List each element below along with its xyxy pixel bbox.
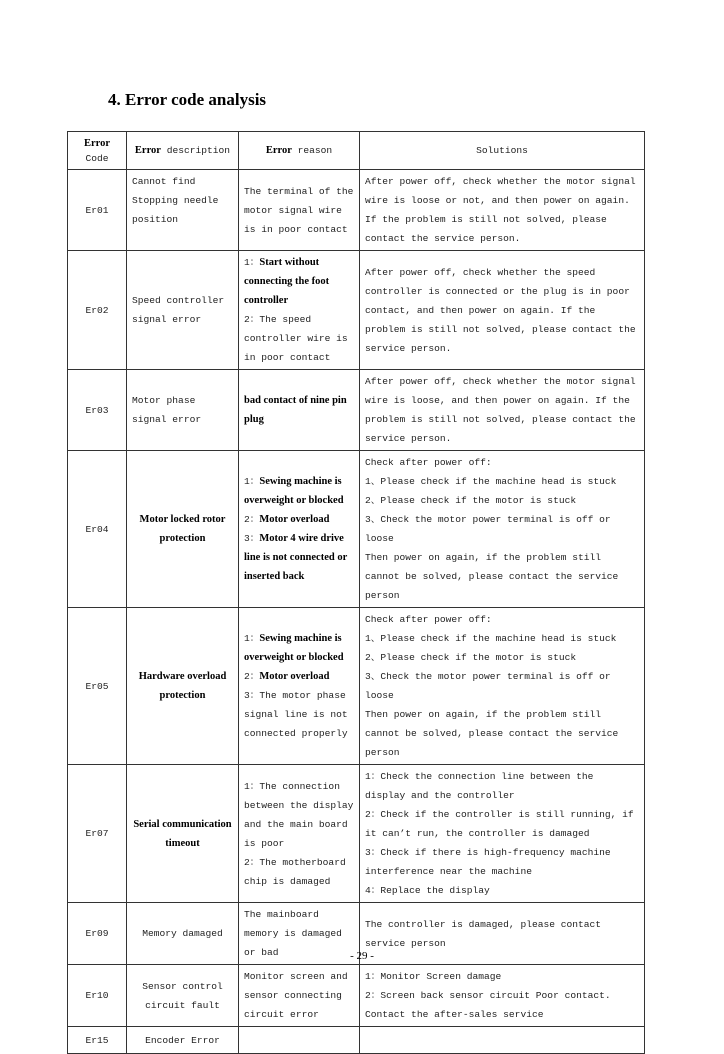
header-error-description: Error description [127,132,239,170]
error-code-cell: Er10 [68,965,127,1027]
error-code-cell: Er03 [68,370,127,451]
error-description-cell: Cannot find Stopping needle position [127,170,239,251]
error-reason-cell: 1：Sewing machine is overweight or blocked 2：Motor overload 3：Motor 4 wire drive line is not connected or inserted back [239,451,360,608]
error-description-cell: Hardware overload protection [127,608,239,765]
error-reason-cell: 1：The connection between the display and the main board is poor 2：The motherboard chip is damaged [239,765,360,903]
error-description-cell: Speed controller signal error [127,251,239,370]
error-code-table [67,131,645,1054]
error-reason-cell: The terminal of the motor signal wire is in poor contact [239,170,360,251]
error-code-cell: Er01 [68,170,127,251]
error-reason-cell: bad contact of nine pin plug [239,370,360,451]
section-title: 4. Error code analysis [108,90,267,109]
table-row [68,765,645,903]
solution-cell: 1：Check the connection line between the display and the controller 2：Check if the controller is still running, if it can’t run, the controller is damaged 3：Check if there is high-frequency machine interference near the machine 4：Replace the display [360,765,645,903]
solution-cell: 1：Monitor Screen damage 2：Screen back sensor circuit Poor contact. Contact the after-sales service [360,965,645,1027]
header-solutions: Solutions [360,132,645,170]
error-description-cell: Serial communication timeout [127,765,239,903]
error-description-cell: Encoder Error [127,1027,239,1054]
table-row [68,170,645,251]
page-number: - 29 - [350,950,374,962]
solution-cell: After power off, check whether the motor signal wire is loose, and then power on again. If the problem is still not solved, please contact the service person. [360,370,645,451]
error-reason-cell [239,1027,360,1054]
error-description-cell: Sensor control circuit fault [127,965,239,1027]
error-code-cell: Er09 [68,903,127,965]
error-reason-cell: 1：Start without connecting the foot controller 2：The speed controller wire is in poor contact [239,251,360,370]
error-description-cell: Motor phase signal error [127,370,239,451]
solution-cell: After power off, check whether the motor signal wire is loose or not, and then power on again. If the problem is still not solved, please contact the service person. [360,170,645,251]
error-description-cell: Motor locked rotor protection [127,451,239,608]
table-row [68,608,645,765]
table-row [68,1027,645,1054]
error-code-cell: Er05 [68,608,127,765]
solution-cell [360,1027,645,1054]
table-row [68,451,645,608]
header-error-code: Error Code [68,132,127,170]
header-error-reason: Error reason [239,132,360,170]
error-reason-cell: 1：Sewing machine is overweight or blocked 2：Motor overload 3：The motor phase signal line is not connected properly [239,608,360,765]
table-row [68,965,645,1027]
table-row [68,251,645,370]
error-reason-cell: The mainboard memory is damaged or bad [239,903,360,965]
error-code-cell: Er02 [68,251,127,370]
solution-cell: Check after power off: 1、Please check if the machine head is stuck 2、Please check if the motor is stuck 3、Check the motor power terminal is off or loose Then power on again, if the problem still cannot be solved, please contact the service person [360,451,645,608]
table-row [68,370,645,451]
table-header-row [68,132,645,170]
error-code-cell: Er07 [68,765,127,903]
solution-cell: Check after power off: 1、Please check if the machine head is stuck 2、Please check if the motor is stuck 3、Check the motor power terminal is off or loose Then power on again, if the problem still cannot be solved, please contact the service person [360,608,645,765]
solution-cell: The controller is damaged, please contact service person [360,903,645,965]
error-code-cell: Er04 [68,451,127,608]
solution-cell: After power off, check whether the speed controller is connected or the plug is in poor contact, and then power on again. If the problem is still not solved, please contact the service person. [360,251,645,370]
error-description-cell: Memory damaged [127,903,239,965]
error-reason-cell: Monitor screen and sensor connecting circuit error [239,965,360,1027]
error-code-cell: Er15 [68,1027,127,1054]
